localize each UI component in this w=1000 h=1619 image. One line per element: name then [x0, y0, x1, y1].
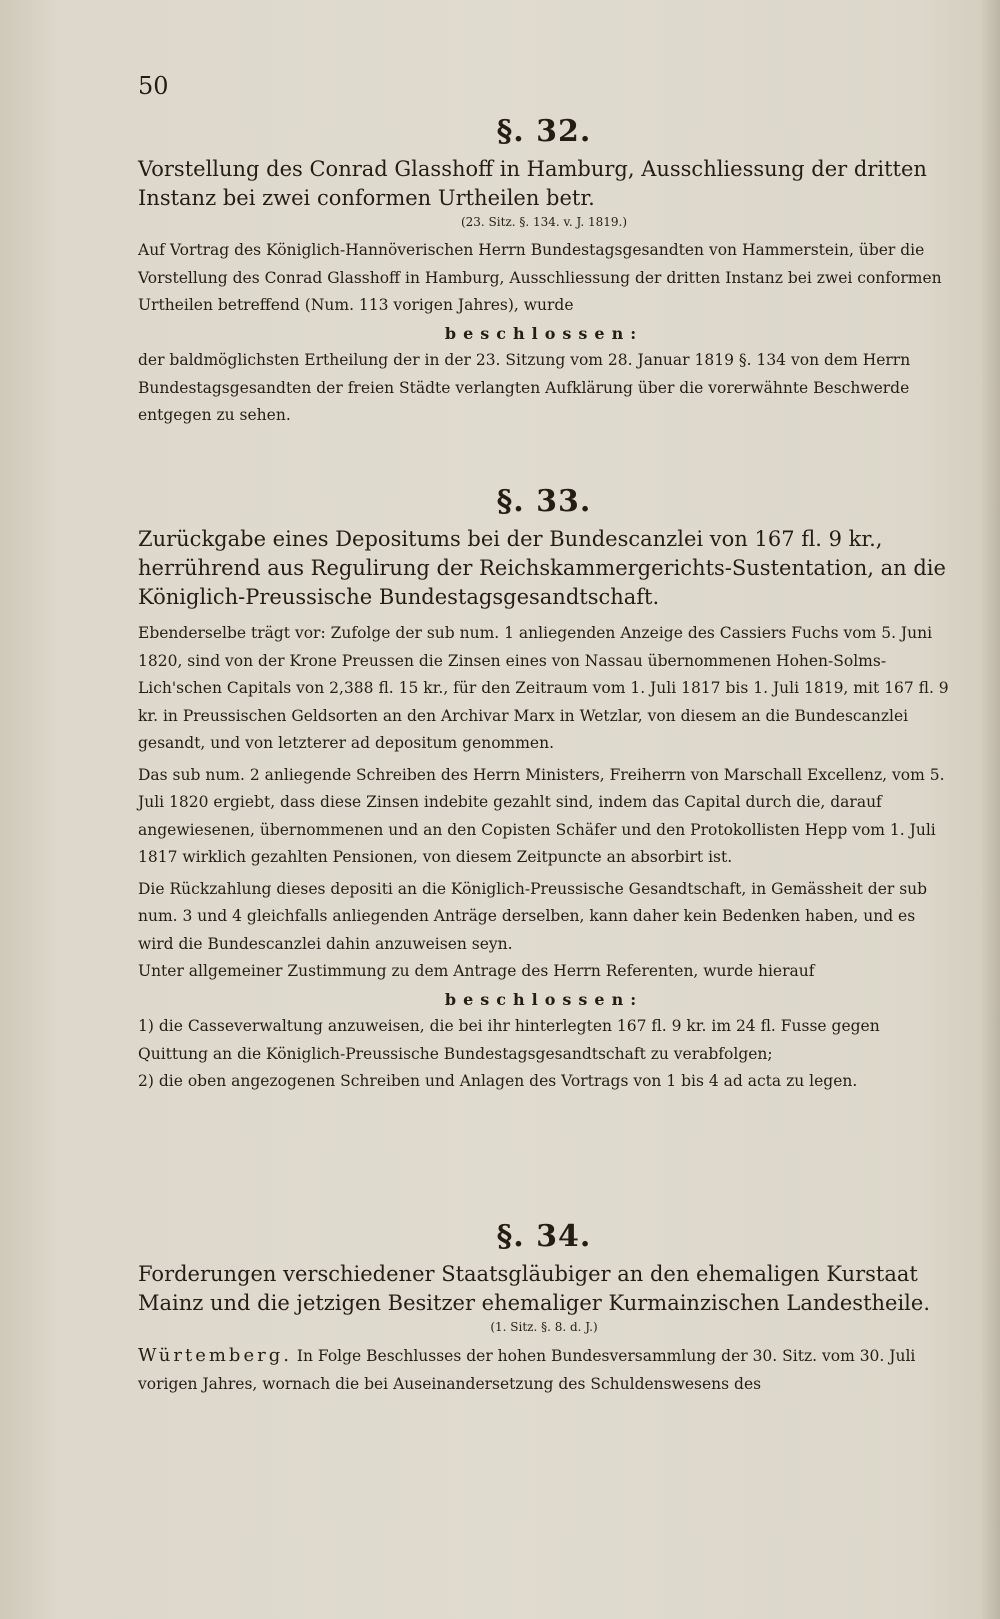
section-34-lead-state: Würtemberg. [138, 1345, 292, 1366]
section-32-heading: Vorstellung des Conrad Glasshoff in Hamburg, Ausschliessung der dritten Instanz bei zwei conformen Urtheilen betr. [138, 157, 927, 210]
section-32-paragraph-2: der baldmöglichsten Ertheilung der in der 23. Sitzung vom 28. Januar 1819 §. 134 von dem Herrn Bundestagsgesandten der freien Städte verlangten Aufklärung über die vorerwähnte Beschwerde entgegen zu sehen. [138, 351, 911, 424]
section-34-heading: Forderungen verschiedener Staatsgläubiger an den ehemaligen Kurstaat Mainz und die jetzigen Besitzer ehemaliger Kurmainzischen Landestheile. [138, 1262, 930, 1315]
section-34-paragraph-1-text: In Folge Beschlusses der hohen Bundesversammlung der 30. Sitz. vom 30. Juli vorigen Jahres, wornach die bei Auseinandersetzung des Schuldenswesens des [138, 1347, 916, 1393]
section-33-item-1: 1) die Casseverwaltung anzuweisen, die bei ihr hinterlegten 167 fl. 9 kr. im 24 fl. Fusse gegen Quittung an die Königlich-Preussische Bundestagsgesandtschaft zu verabfolgen; [138, 1017, 880, 1063]
section-33-paragraph-1: Ebenderselbe trägt vor: Zufolge der sub num. 1 anliegenden Anzeige des Cassiers Fuchs vom 5. Juni 1820, sind von der Krone Preussen die Zinsen eines von Nassau übernommenen Hohen-Solms-Lich'schen Capitals von 2,388 fl. 15 kr., für den Zeitraum vom 1. Juli 1817 bis 1. Juli 1819, mit 167 fl. 9 kr. in Preussischen Geldsorten an den Archivar Marx in Wetzlar, von diesem an die Bundescanzlei gesandt, und von letzterer ad depositum genommen. [138, 624, 949, 752]
section-34-title: §. 34. [496, 1219, 592, 1254]
section-33-paragraph-2: Das sub num. 2 anliegende Schreiben des Herrn Ministers, Freiherrn von Marschall Excellenz, vom 5. Juli 1820 ergiebt, dass diese Zinsen indebite gezahlt sind, indem das Capital durch die, darauf angewiesenen, übernommenen und an den Copisten Schäfer und den Protokollisten Hepp vom 1. Juli 1817 wirklich gezahlten Pensionen, von diesem Zeitpuncte an absorbirt ist. [138, 765, 945, 866]
page-number: 50 [138, 72, 169, 100]
section-32 [138, 114, 950, 430]
section-33 [138, 484, 950, 1096]
section-32-resolved: beschlossen: [444, 323, 644, 343]
section-32-title: §. 32. [496, 114, 592, 149]
section-33-item-2: 2) die oben angezogenen Schreiben und Anlagen des Vortrags von 1 bis 4 ad acta zu legen. [138, 1072, 858, 1090]
section-33-heading: Zurückgabe eines Depositums bei der Bundescanzlei von 167 fl. 9 kr., herrührend aus Regulirung der Reichskammergerichts-Sustentation, an die Königlich-Preussische Bundestagsgesandtschaft. [138, 527, 946, 609]
section-32-reference: (23. Sitz. §. 134. v. J. 1819.) [460, 215, 628, 229]
section-34 [138, 1219, 950, 1398]
section-32-paragraph-1: Auf Vortrag des Königlich-Hannöverischen Herrn Bundestagsgesandten von Hammerstein, über die Vorstellung des Conrad Glasshoff in Hamburg, Ausschliessung der dritten Instanz bei zwei conformen Urtheilen betreffend (Num. 113 vorigen Jahres), wurde [138, 241, 942, 314]
section-33-paragraph-4: Unter allgemeiner Zustimmung zu dem Antrage des Herrn Referenten, wurde hierauf [138, 962, 815, 980]
section-34-reference: (1. Sitz. §. 8. d. J.) [490, 1320, 598, 1334]
section-34-paragraph-1 [138, 1342, 950, 1398]
page-edge [982, 0, 1000, 1619]
section-33-paragraph-3: Die Rückzahlung dieses depositi an die Königlich-Preussische Gesandtschaft, in Gemässheit der sub num. 3 und 4 gleichfalls anliegenden Anträge derselben, kann daher kein Bedenken haben, und es wird die Bundescanzlei dahin anzuweisen seyn. [138, 879, 928, 953]
section-33-resolved: beschlossen: [444, 989, 644, 1009]
section-33-title: §. 33. [496, 484, 592, 519]
